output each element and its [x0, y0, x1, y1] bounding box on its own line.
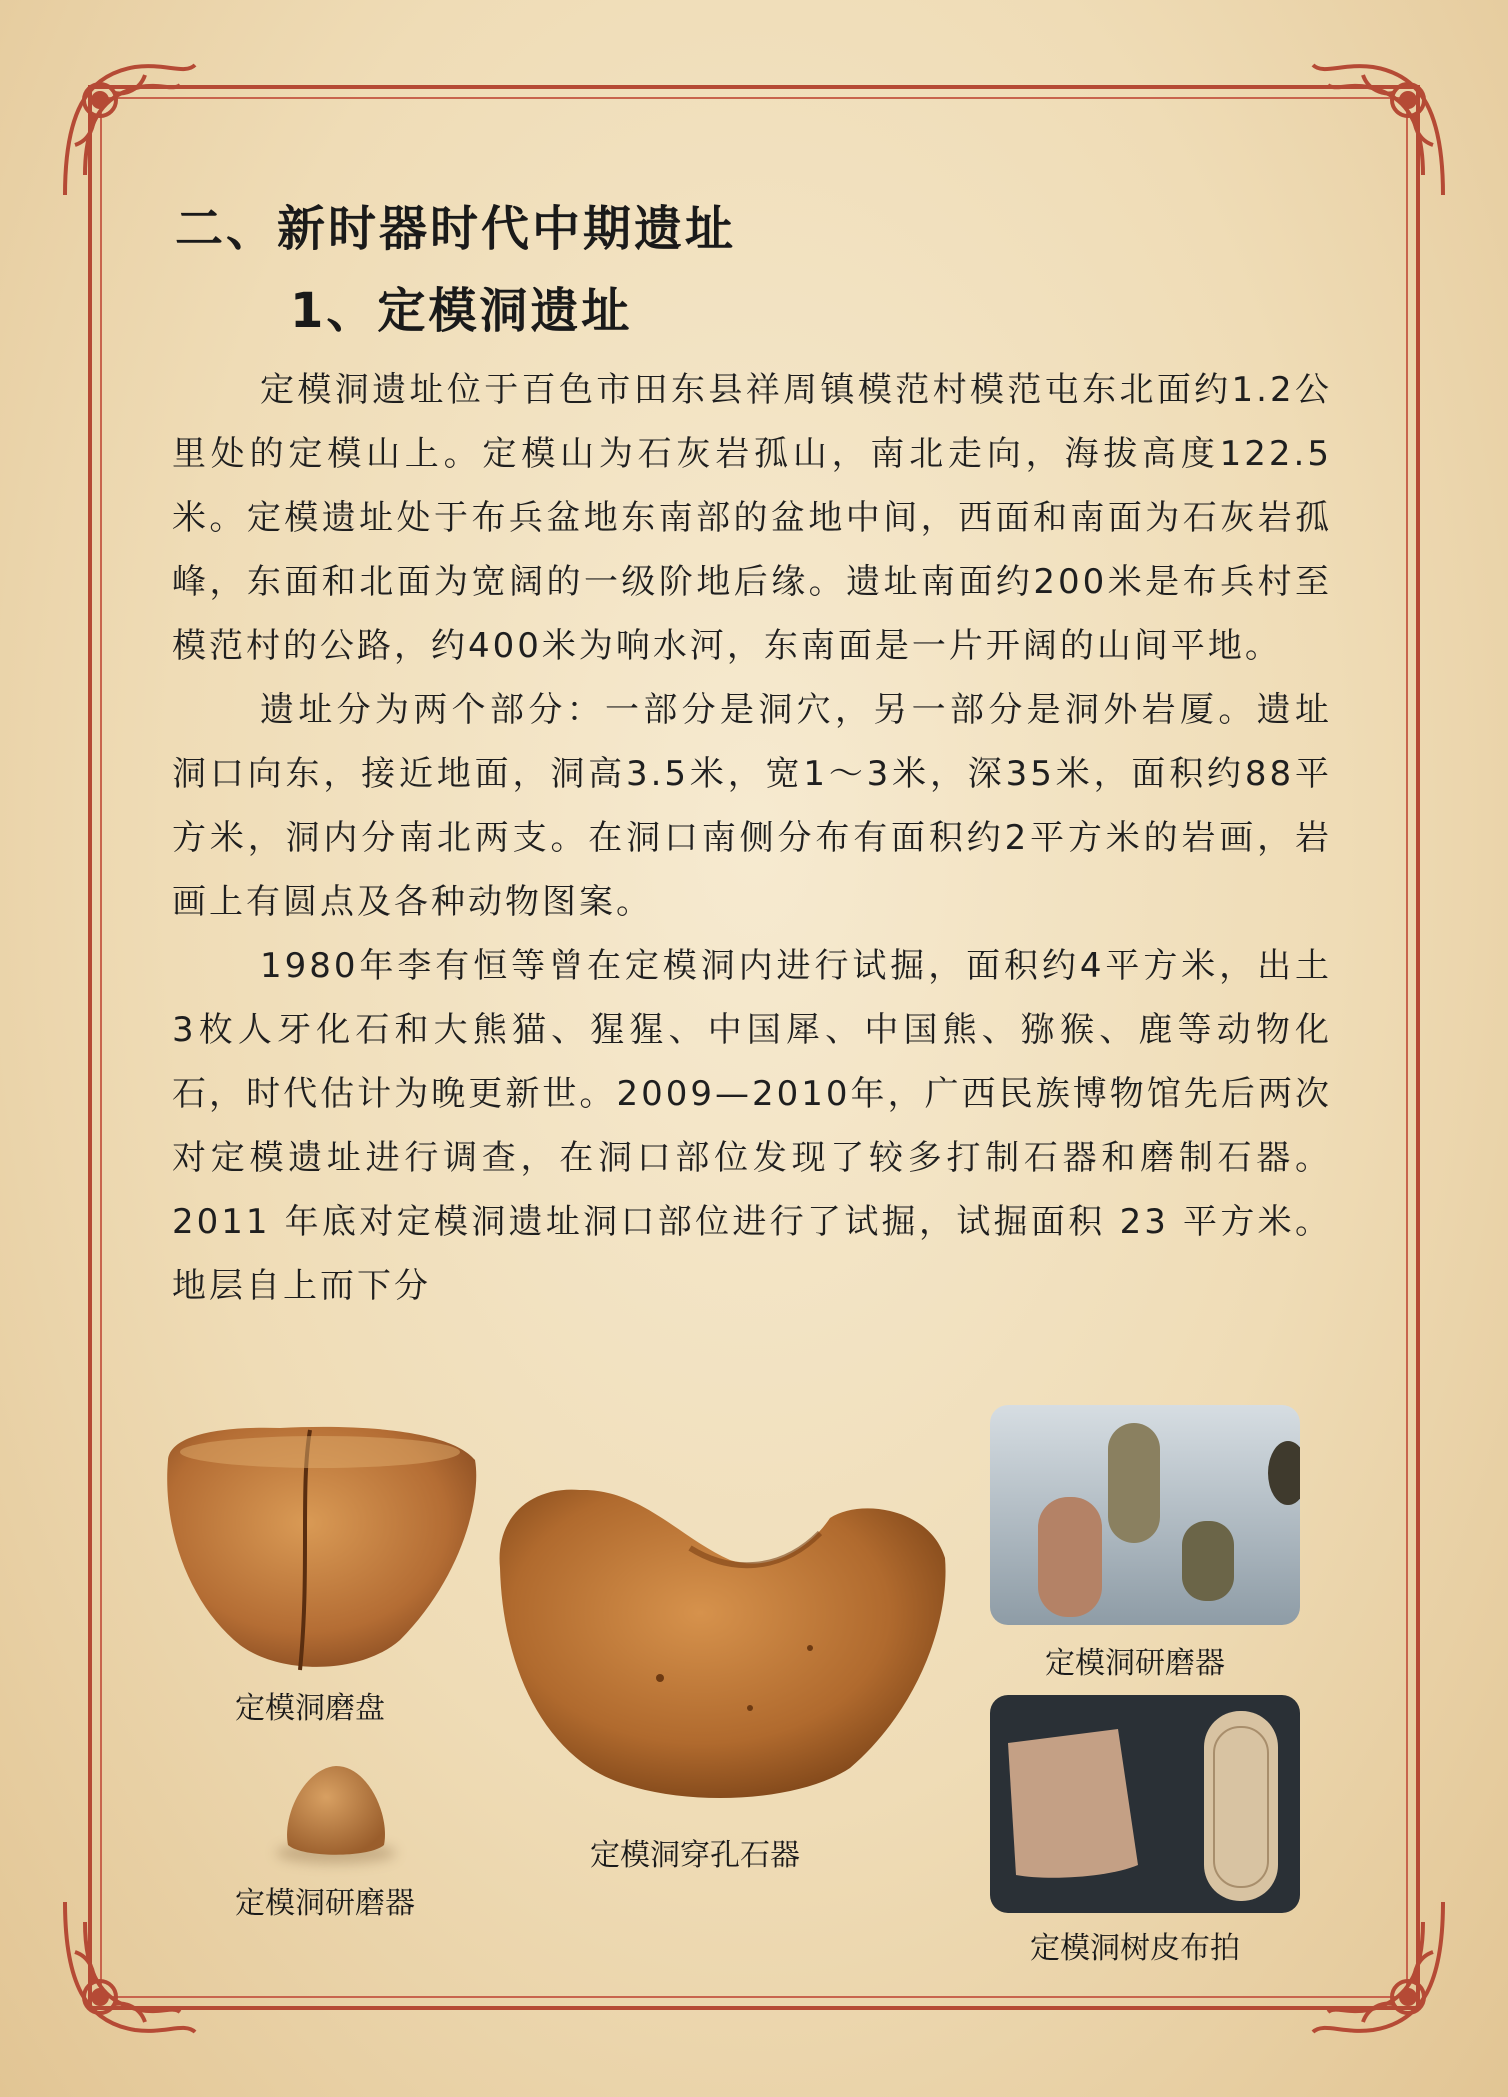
- caption-perforated-stone: 定模洞穿孔石器: [590, 1838, 800, 1873]
- corner-ornament-top-right: [1303, 55, 1453, 205]
- photo-display-grinders: [990, 1405, 1300, 1625]
- subsection-heading: 1、定模洞遗址: [290, 283, 633, 339]
- photo-grinding-plate: [160, 1420, 485, 1680]
- paragraph-location: 定模洞遗址位于百色市田东县祥周镇模范村模范屯东北面约1.2公里处的定模山上。定模山为石灰岩孤山，南北走向，海拔高度122.5米。定模遗址处于布兵盆地东南部的盆地中间，西面和南面为石灰岩孤峰，东面和北面为宽阔的一级阶地后缘。遗址南面约200米是布兵村至模范村的公路，约400米为响水河，东南面是一片开阔的山间平地。: [172, 370, 1332, 666]
- paragraph-excavation: 1980年李有恒等曾在定模洞内进行试掘，面积约4平方米，出土3枚人牙化石和大熊猫、猩猩、中国犀、中国熊、猕猴、鹿等动物化石，时代估计为晚更新世。2009—2010年，广西民族博物馆先后两次对定模遗址进行调查，在洞口部位发现了较多打制石器和磨制石器。2011 年底对定模洞遗址洞口部位进行了试掘，试掘面积 23 平方米。地层自上而下分: [172, 946, 1332, 1306]
- corner-ornament-top-left: [55, 55, 205, 205]
- caption-grinding-plate: 定模洞磨盘: [235, 1691, 385, 1726]
- photo-small-grinder: [280, 1760, 392, 1860]
- caption-bark-beaters: 定模洞树皮布拍: [1030, 1931, 1240, 1966]
- corner-ornament-bottom-right: [1303, 1892, 1453, 2042]
- corner-ornament-bottom-left: [55, 1892, 205, 2042]
- section-heading: 二、新时器时代中期遗址: [175, 201, 737, 257]
- photo-bark-beaters: [990, 1695, 1300, 1913]
- caption-display-grinders: 定模洞研磨器: [1045, 1646, 1225, 1681]
- photo-perforated-stone: [490, 1478, 950, 1808]
- caption-small-grinder: 定模洞研磨器: [235, 1886, 415, 1921]
- paragraph-structure: 遗址分为两个部分：一部分是洞穴，另一部分是洞外岩厦。遗址洞口向东，接近地面，洞高3.5米，宽1～3米，深35米，面积约88平方米，洞内分南北两支。在洞口南侧分布有面积约2平方米的岩画，岩画上有圆点及各种动物图案。: [172, 690, 1332, 922]
- body-text: [172, 358, 1332, 1318]
